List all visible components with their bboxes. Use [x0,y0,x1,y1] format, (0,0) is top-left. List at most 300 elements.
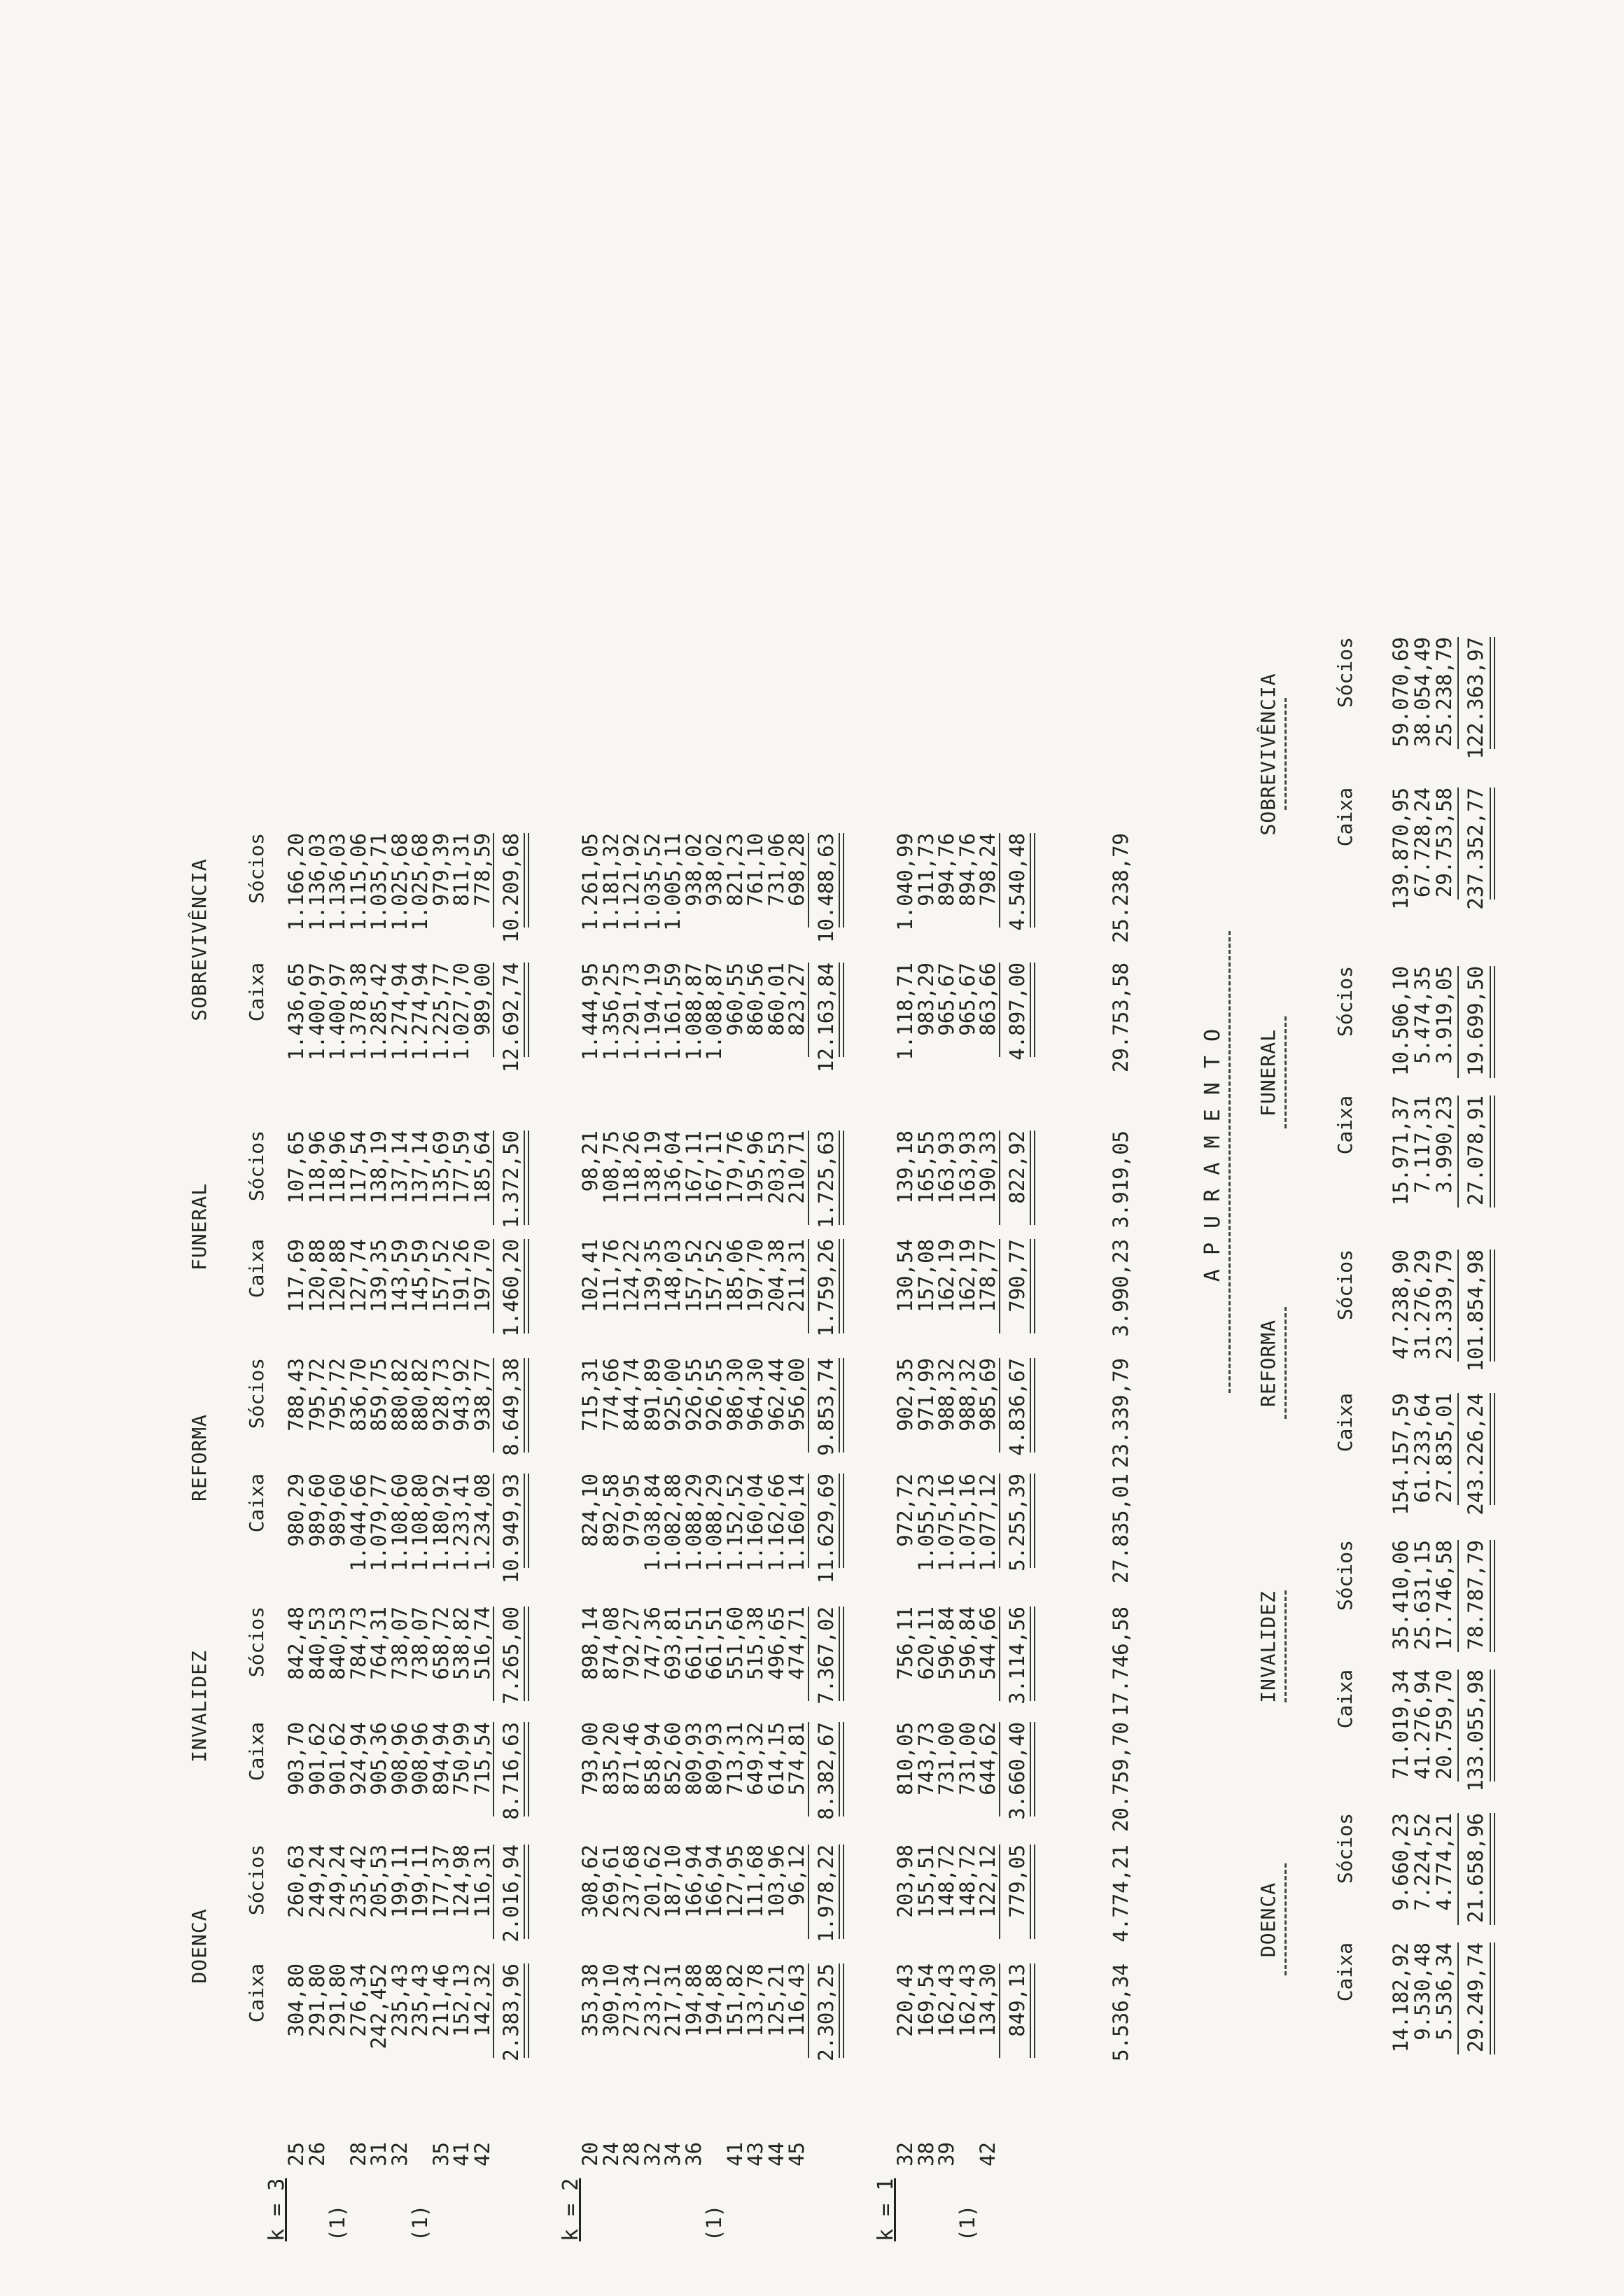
subtotal-rule [808,1474,809,1568]
block-total: 8.382,67 [813,1722,838,1820]
table-cell: 111,68 [743,1844,767,1918]
age-label: 44 [764,2142,788,2166]
apuramento-cell: 25.631,15 [1410,1540,1434,1651]
table-cell: 698,28 [785,833,808,906]
total-double-rule [1030,1844,1035,1939]
block-total: 4.540,48 [1004,833,1029,931]
table-cell: 774,66 [598,1358,623,1432]
table-cell: 309,10 [598,1963,623,2037]
block-total: 1.460,20 [499,1239,523,1337]
table-cell: 162,43 [934,1963,958,2037]
column-label-socios: Sócios [245,1606,268,1678]
table-cell: 986,30 [722,1358,747,1432]
table-cell: 596,84 [934,1606,958,1680]
table-cell: 142,32 [470,1963,494,2037]
subtotal-rule [999,1606,1000,1701]
apuramento-total-double-rule [1490,1096,1495,1208]
table-cell: 902,35 [893,1358,917,1432]
table-cell: 143,59 [387,1239,412,1312]
table-cell: 165,55 [913,1130,938,1204]
table-cell: 235,43 [387,1963,412,2037]
total-double-rule [1030,962,1035,1057]
block-total: 4.897,00 [1004,962,1029,1060]
column-label-caixa: Caixa [245,1474,268,1533]
block-total: 8.716,63 [499,1722,523,1820]
table-cell: 840,53 [326,1606,349,1680]
apuramento-subtotal-rule [1457,1942,1459,2054]
grand-total: 25.238,79 [1109,833,1133,944]
table-cell: 151,82 [722,1963,747,2037]
apuramento-cell: 5.474,35 [1410,966,1434,1064]
table-cell: 925,00 [661,1358,685,1432]
table-cell: 235,42 [346,1844,370,1918]
table-cell: 167,11 [702,1130,726,1204]
apuramento-cell: 29.753,58 [1432,788,1456,898]
table-cell: 197,70 [743,1239,767,1312]
group-title-2: REFORMA [188,1414,211,1502]
table-cell: 658,72 [428,1606,453,1680]
subtotal-rule [999,1358,1000,1452]
grand-total: 17.746,58 [1109,1606,1133,1717]
table-cell: 661,51 [702,1606,726,1680]
table-cell: 199,11 [387,1844,412,1918]
table-cell: 197,70 [470,1239,494,1312]
age-label: 36 [681,2142,706,2166]
table-cell: 1.285,42 [367,962,391,1060]
apuramento-total-double-rule [1490,1670,1495,1782]
apuramento-cell: 47.238,90 [1389,1250,1413,1360]
table-cell: 233,12 [640,1963,664,2037]
table-cell: 107,65 [284,1130,308,1204]
table-cell: 166,94 [681,1844,706,1918]
table-cell: 793,00 [578,1722,602,1795]
apuramento-cell: 10.506,10 [1389,966,1413,1077]
table-cell: 835,20 [598,1722,623,1795]
table-cell: 880,82 [387,1358,412,1432]
table-cell: 1.233,41 [449,1474,473,1572]
table-cell: 516,74 [470,1606,494,1680]
table-cell: 185,64 [470,1130,494,1204]
subtotal-rule [808,833,809,927]
total-double-rule [1030,1963,1035,2058]
table-cell: 988,32 [955,1358,979,1432]
total-double-rule [524,962,529,1057]
table-cell: 195,96 [743,1130,767,1204]
table-cell: 965,67 [955,962,979,1036]
apuramento-total-double-rule [1490,1250,1495,1362]
apuramento-cell: 7.117,31 [1410,1096,1434,1194]
apuramento-cell: 67.728,24 [1410,788,1434,898]
table-cell: 1.088,29 [702,1474,726,1572]
table-cell: 863,66 [976,962,1000,1036]
block-total: 1.978,22 [813,1844,838,1942]
table-cell: 148,03 [661,1239,685,1312]
subtotal-rule [999,1963,1000,2058]
table-cell: 1.194,19 [640,962,664,1060]
apuramento-column-label: Sócios [1334,1250,1357,1321]
age-label: 41 [722,2142,747,2166]
subtotal-rule [493,1358,494,1452]
total-double-rule [1030,1606,1035,1701]
table-cell: 118,26 [620,1130,643,1204]
apuramento-column-label: Sócios [1334,637,1357,708]
table-cell: 960,55 [722,962,747,1036]
table-cell: 353,38 [578,1963,602,2037]
table-cell: 515,38 [743,1606,767,1680]
table-cell: 1.005,11 [661,833,685,931]
table-cell: 824,10 [578,1474,602,1547]
k-label: k = 2 [559,2178,583,2241]
table-cell: 1.077,12 [976,1474,1000,1572]
table-cell: 979,39 [428,833,453,906]
total-double-rule [839,962,844,1057]
table-cell: 98,21 [578,1130,602,1192]
table-cell: 1.356,25 [598,962,623,1060]
table-cell: 892,58 [598,1474,623,1547]
block-total: 779,05 [1004,1844,1029,1918]
age-label: 43 [743,2142,767,2166]
table-cell: 860,01 [764,962,788,1036]
block-total: 10.949,93 [499,1474,523,1584]
table-cell: 122,12 [976,1844,1000,1918]
apuramento-cell: 25.238,79 [1432,637,1456,748]
table-cell: 971,99 [913,1358,938,1432]
table-cell: 908,96 [408,1722,432,1795]
subtotal-rule [999,1130,1000,1225]
table-cell: 148,72 [955,1844,979,1918]
total-double-rule [1030,1358,1035,1452]
table-cell: 167,11 [681,1130,706,1204]
table-cell: 1.225,77 [428,962,453,1060]
table-cell: 304,80 [284,1963,308,2037]
table-cell: 614,15 [764,1722,788,1795]
table-cell: 731,00 [934,1722,958,1795]
apuramento-total: 237.352,77 [1464,788,1488,910]
table-cell: 661,51 [681,1606,706,1680]
table-cell: 163,93 [955,1130,979,1204]
block-total: 3.660,40 [1004,1722,1029,1820]
column-label-socios: Sócios [245,833,268,904]
table-cell: 1.035,71 [367,833,391,931]
total-double-rule [1030,833,1035,927]
apuramento-cell: 5.536,34 [1432,1942,1456,2040]
age-label: 41 [449,2142,473,2166]
apuramento-cell: 139.870,95 [1389,788,1413,910]
table-cell: 127,74 [346,1239,370,1312]
table-cell: 810,05 [893,1722,917,1795]
table-cell: 148,72 [934,1844,958,1918]
footnote-mark: (1) [702,2204,726,2241]
table-cell: 116,31 [470,1844,494,1918]
table-cell: 136,04 [661,1130,685,1204]
table-cell: 1.108,80 [408,1474,432,1572]
apuramento-subtotal-rule [1457,637,1459,749]
table-cell: 291,80 [326,1963,349,2037]
table-cell: 1.118,71 [893,962,917,1060]
table-cell: 162,19 [955,1239,979,1312]
table-cell: 1.400,97 [326,962,349,1060]
table-cell: 1.075,16 [955,1474,979,1572]
table-cell: 928,73 [428,1358,453,1432]
table-cell: 118,96 [304,1130,329,1204]
table-cell: 117,54 [346,1130,370,1204]
table-cell: 139,35 [367,1239,391,1312]
table-cell: 1.436,65 [284,962,308,1060]
block-total: 9.853,74 [813,1358,838,1456]
total-double-rule [524,1474,529,1568]
table-cell: 1.121,92 [620,833,643,931]
total-double-rule [839,1606,844,1701]
table-cell: 894,94 [428,1722,453,1795]
table-cell: 938,02 [702,833,726,906]
table-cell: 163,93 [934,1130,958,1204]
group-title-1: INVALIDEZ [188,1650,211,1763]
block-total: 7.265,00 [499,1606,523,1704]
table-cell: 956,00 [785,1358,808,1432]
group-title-3: FUNERAL [188,1183,211,1271]
table-cell: 166,94 [702,1844,726,1918]
table-cell: 1.160,14 [785,1474,808,1572]
table-cell: 1.444,95 [578,962,602,1060]
total-double-rule [524,1722,529,1816]
table-cell: 965,67 [934,962,958,1036]
apuramento-cell: 4.774,21 [1432,1813,1456,1911]
apuramento-group-dashes [1284,699,1287,811]
k-label: k = 1 [874,2178,898,2241]
subtotal-rule [808,1606,809,1701]
table-cell: 155,51 [913,1844,938,1918]
subtotal-rule [808,962,809,1057]
apuramento-total: 29.249,74 [1464,1942,1488,2053]
k-label: k = 3 [265,2178,289,2241]
subtotal-rule [493,962,494,1057]
table-cell: 738,07 [387,1606,412,1680]
age-label: 42 [470,2142,494,2166]
table-cell: 972,72 [893,1474,917,1547]
total-double-rule [524,1130,529,1225]
table-cell: 715,31 [578,1358,602,1432]
table-cell: 139,18 [893,1130,917,1204]
table-cell: 260,63 [284,1844,308,1918]
table-cell: 1.027,70 [449,962,473,1060]
table-cell: 811,31 [449,833,473,906]
table-cell: 124,22 [620,1239,643,1312]
table-cell: 249,24 [304,1844,329,1918]
table-cell: 989,60 [326,1474,349,1547]
age-label: 28 [346,2142,370,2166]
total-double-rule [524,833,529,927]
table-cell: 747,36 [640,1606,664,1680]
table-cell: 713,31 [722,1722,747,1795]
apuramento-total: 133.055,98 [1464,1670,1488,1792]
table-cell: 203,53 [764,1130,788,1204]
table-cell: 190,33 [976,1130,1000,1204]
total-double-rule [1030,1239,1035,1334]
subtotal-rule [493,1963,494,2058]
apuramento-total-double-rule [1490,1813,1495,1925]
apuramento-cell: 31.276,29 [1410,1250,1434,1360]
table-cell: 761,10 [743,833,767,906]
block-total: 1.725,63 [813,1130,838,1228]
apuramento-total: 122.363,97 [1464,637,1488,760]
subtotal-rule [493,833,494,927]
table-cell: 474,71 [785,1606,808,1680]
subtotal-rule [808,1130,809,1225]
table-cell: 145,59 [408,1239,432,1312]
total-double-rule [1030,1130,1035,1225]
age-label: 34 [661,2142,685,2166]
apuramento-subtotal-rule [1457,1670,1459,1782]
total-double-rule [1030,1722,1035,1816]
table-cell: 980,29 [284,1474,308,1547]
table-cell: 905,36 [367,1722,391,1795]
apuramento-cell: 59.070,69 [1389,637,1413,748]
total-double-rule [839,833,844,927]
table-cell: 823,27 [785,962,808,1036]
grand-total: 29.753,58 [1109,962,1133,1073]
apuramento-cell: 3.919,05 [1432,966,1456,1064]
table-cell: 177,37 [428,1844,453,1918]
apuramento-cell: 14.182,92 [1389,1942,1413,2053]
subtotal-rule [808,1722,809,1816]
table-cell: 743,73 [913,1722,938,1795]
table-cell: 750,99 [449,1722,473,1795]
table-cell: 1.055,23 [913,1474,938,1572]
apuramento-total: 101.854,98 [1464,1250,1488,1372]
apuramento-cell: 41.276,94 [1410,1670,1434,1780]
total-double-rule [524,1963,529,2058]
table-cell: 1.181,32 [598,833,623,931]
table-cell: 842,48 [284,1606,308,1680]
apuramento-column-label: Sócios [1334,966,1357,1037]
apuramento-subtotal-rule [1457,1813,1459,1925]
table-cell: 152,13 [449,1963,473,2037]
subtotal-rule [493,1239,494,1334]
table-cell: 120,88 [326,1239,349,1312]
table-cell: 1.160,04 [743,1474,767,1572]
table-cell: 118,96 [326,1130,349,1204]
subtotal-rule [999,1844,1000,1939]
table-cell: 1.136,03 [304,833,329,931]
table-cell: 1.035,52 [640,833,664,931]
table-cell: 1.088,87 [702,962,726,1060]
table-cell: 191,26 [449,1239,473,1312]
column-label-caixa: Caixa [245,1722,268,1782]
table-cell: 135,69 [428,1130,453,1204]
table-cell: 237,68 [620,1844,643,1918]
apuramento-cell: 20.759,70 [1432,1670,1456,1780]
table-cell: 120,88 [304,1239,329,1312]
table-cell: 871,46 [620,1722,643,1795]
total-double-rule [839,1963,844,2058]
table-cell: 137,14 [387,1130,412,1204]
table-cell: 926,55 [702,1358,726,1432]
footnote-mark: (1) [955,2204,979,2241]
table-cell: 203,98 [893,1844,917,1918]
subtotal-rule [999,1722,1000,1816]
total-double-rule [524,1239,529,1334]
table-cell: 137,14 [408,1130,432,1204]
subtotal-rule [999,1474,1000,1568]
table-cell: 1.261,05 [578,833,602,931]
table-cell: 852,60 [661,1722,685,1795]
table-cell: 157,52 [428,1239,453,1312]
table-cell: 130,54 [893,1239,917,1312]
age-label: 35 [428,2142,453,2166]
table-cell: 784,73 [346,1606,370,1680]
block-total: 12.163,84 [813,962,838,1073]
block-total: 790,77 [1004,1239,1029,1312]
apuramento-cell: 154.157,59 [1389,1393,1413,1516]
apuramento-total-double-rule [1490,1393,1495,1505]
table-cell: 901,62 [326,1722,349,1795]
subtotal-rule [999,962,1000,1057]
age-label: 38 [913,2142,938,2166]
table-cell: 809,93 [702,1722,726,1795]
table-cell: 924,94 [346,1722,370,1795]
grand-total: 4.774,21 [1109,1844,1133,1942]
table-cell: 124,98 [449,1844,473,1918]
apuramento-subtotal-rule [1457,966,1459,1078]
subtotal-rule [493,1844,494,1939]
total-double-rule [839,1358,844,1452]
apuramento-cell: 38.054,49 [1410,637,1434,748]
column-label-caixa: Caixa [245,962,268,1022]
table-cell: 1.161,59 [661,962,685,1060]
table-cell: 220,43 [893,1963,917,2037]
apuramento-total-double-rule [1490,637,1495,749]
table-cell: 162,19 [934,1239,958,1312]
apuramento-cell: 35.410,06 [1389,1540,1413,1651]
table-cell: 795,72 [326,1358,349,1432]
apuramento-total: 27.078,91 [1464,1096,1488,1206]
total-double-rule [839,1239,844,1334]
table-cell: 840,53 [304,1606,329,1680]
age-label: 25 [284,2142,308,2166]
apuramento-cell: 71.019,34 [1389,1670,1413,1780]
table-cell: 551,60 [722,1606,747,1680]
table-cell: 102,41 [578,1239,602,1312]
apuramento-cell: 17.746,58 [1432,1540,1456,1651]
apuramento-group-title-1: INVALIDEZ [1256,1590,1280,1703]
table-cell: 179,76 [722,1130,747,1204]
apuramento-cell: 3.990,23 [1432,1096,1456,1194]
grand-total: 5.536,34 [1109,1963,1133,2062]
subtotal-rule [999,1239,1000,1334]
apuramento-column-label: Sócios [1334,1540,1357,1611]
grand-total: 3.990,23 [1109,1239,1133,1337]
table-cell: 169,54 [913,1963,938,2037]
age-label: 26 [304,2142,329,2166]
table-cell: 235,43 [408,1963,432,2037]
total-double-rule [524,1358,529,1452]
table-cell: 177,59 [449,1130,473,1204]
table-cell: 844,74 [620,1358,643,1432]
table-cell: 985,69 [976,1358,1000,1432]
column-label-socios: Sócios [245,1130,268,1202]
group-title-4: SOBREVIVÊNCIA [188,858,211,1021]
table-cell: 860,56 [743,962,767,1036]
table-cell: 1.152,52 [722,1474,747,1572]
table-cell: 1.378,38 [346,962,370,1060]
block-total: 2.383,96 [499,1963,523,2062]
apuramento-total-double-rule [1490,1942,1495,2054]
table-cell: 1.180,92 [428,1474,453,1572]
table-cell: 731,00 [955,1722,979,1795]
apuramento-total: 78.787,79 [1464,1540,1488,1651]
apuramento-group-dashes [1284,1308,1287,1420]
table-cell: 1.115,06 [346,833,370,931]
